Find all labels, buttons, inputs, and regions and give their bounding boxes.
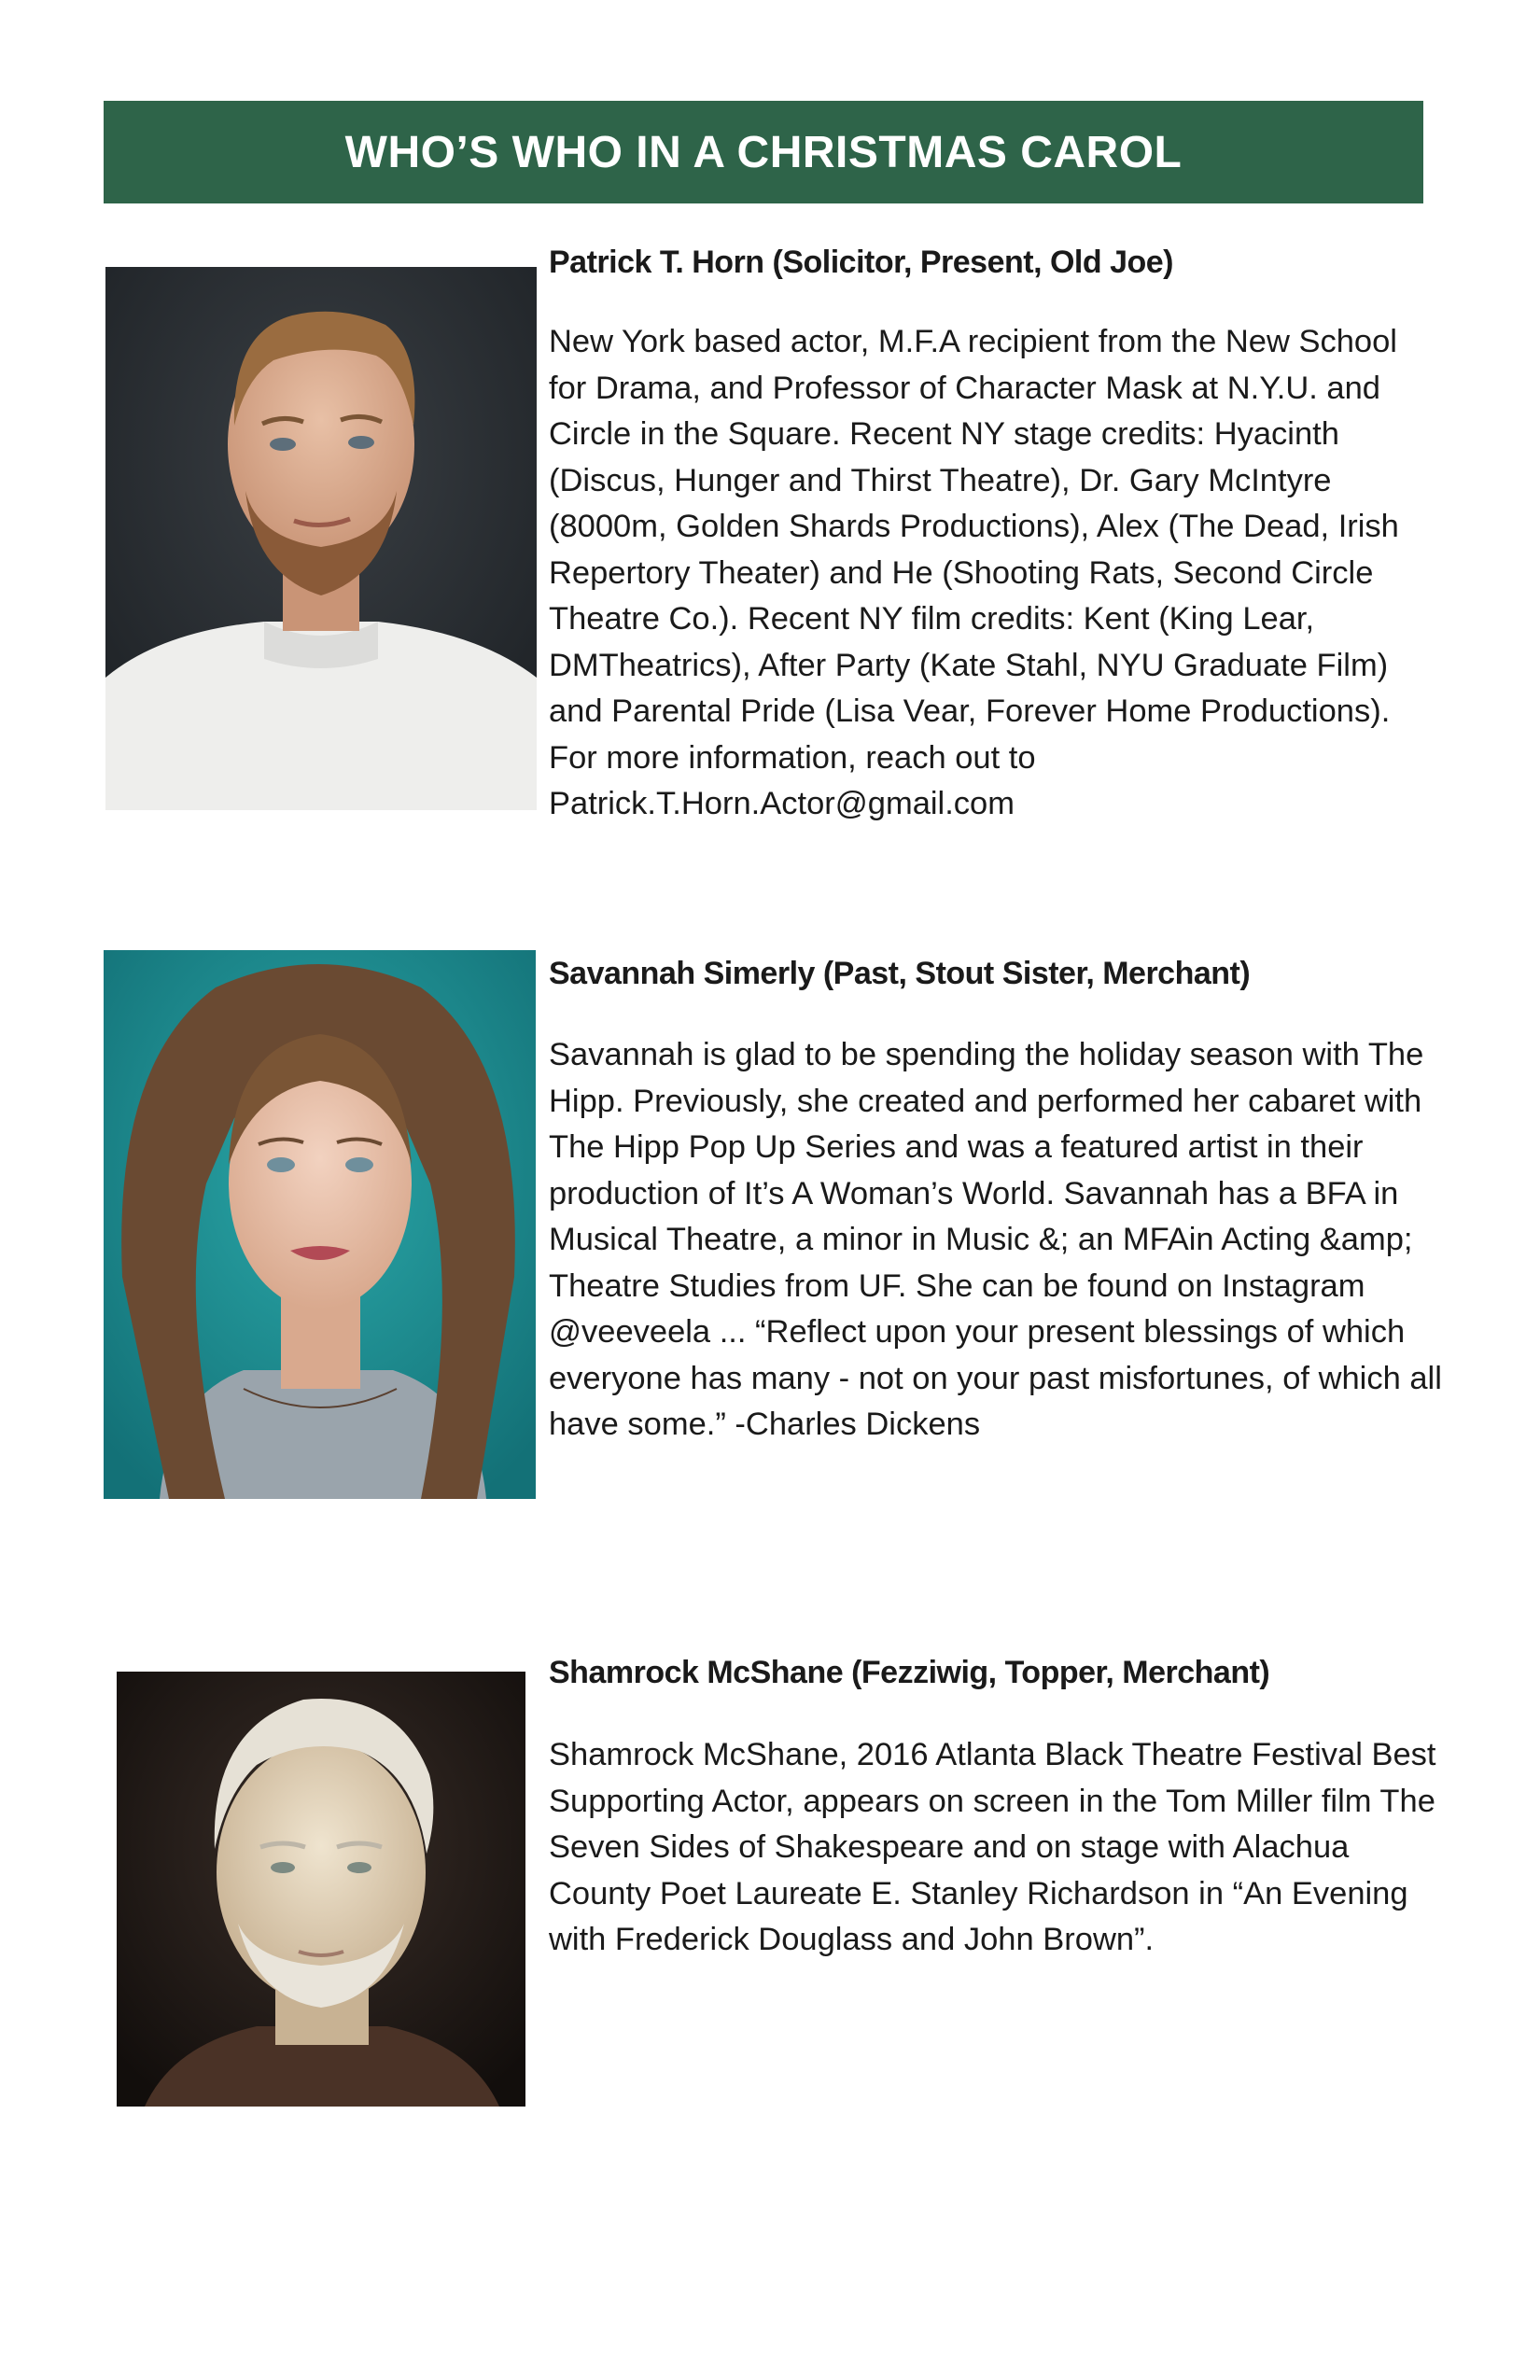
bio-text-savannah-simerly: Savannah is glad to be spending the holiday season with The Hipp. Previously, she created and performed her cabaret with The Hipp Pop Up Series and was a featured artist in their production of It’s A Woman’s World. Savannah has a BFA in Musical Theatre, a minor in Music &; an MFAin Acting &amp; Theatre Studies from UF. She can be found on Instagram @veeveela ... “Reflect upon your present blessings of which everyone has many - not on your past misfortunes, of which all have some.” -Charles Dickens [549,1037,1442,1442]
headshot-patrick-horn [105,267,537,810]
bio-text-shamrock-mcshane: Shamrock McShane, 2016 Atlanta Black Theatre Festival Best Supporting Actor, appears on screen in the Tom Miller film The Seven Sides of Shakespeare and on stage with Alachua County Poet Laureate E. Stanley Richardson in “An Evening with Frederick Douglass and John Brown”. [549,1737,1436,1957]
header-banner [104,101,1423,203]
bio-name-savannah-simerly: Savannah Simerly (Past, Stout Sister, Merchant) [549,956,1251,991]
bio-text-patrick-horn: New York based actor, M.F.A recipient from the New School for Drama, and Professor of Character Mask at N.Y.U. and Circle in the Square. Recent NY stage credits: Hyacinth (Discus, Hunger and Thirst Theatre), Dr. Gary McIntyre (8000m, Golden Shards Productions), Alex (The Dead, Irish Repertory Theater) and He (Shooting Rats, Second Circle Theatre Co.). Recent NY film credits: Kent (King Lear, DMTheatrics), After Party (Kate Stahl, NYU Graduate Film) and Parental Pride (Lisa Vear, Forever Home Productions). For more information, reach out to Patrick.T.Horn.Actor@gmail.com [549,324,1399,821]
headshot-shamrock-mcshane [117,1672,525,2107]
headshot-savannah-simerly [104,950,536,1499]
bio-name-patrick-horn: Patrick T. Horn (Solicitor, Present, Old Joe) [549,245,1174,280]
page-title: WHO’S WHO IN A CHRISTMAS CAROL [344,127,1183,177]
bio-name-shamrock-mcshane: Shamrock McShane (Fezziwig, Topper, Merchant) [549,1655,1270,1690]
